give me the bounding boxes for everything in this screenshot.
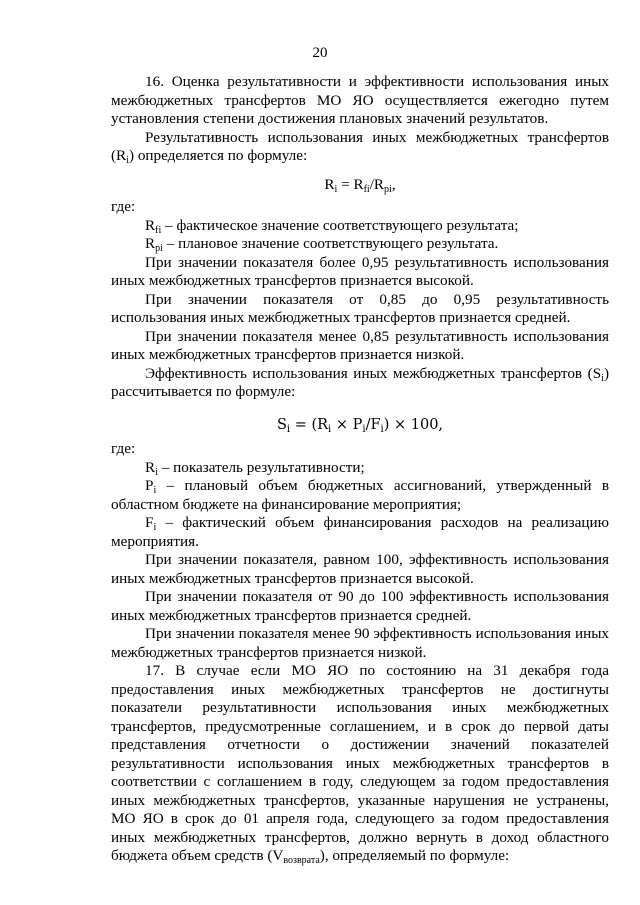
paragraph-16-intro: 16. Оценка результативности и эффективности использования иных межбюджетных трансфертов МО ЯО осуществляется ежегодно путем установления степени достижения плановых значений результатов. <box>111 73 609 127</box>
paragraph-result-low: При значении показателя менее 0,85 результативность использования иных межбюджетных трансфертов признается низкой. <box>111 327 609 363</box>
formula-efficiency: $S_i = (R_i \times P_i/F_i) \times 100$, <box>276 416 444 435</box>
definition-rfi: $R_{fi}$ – фактическое значение соответствующего результата; <box>145 216 519 236</box>
definition-pi: $P_i$ – плановый объем бюджетных ассигнований, утвержденный в областном бюджете на финансирование мероприятия; <box>111 477 609 513</box>
paragraph-efficiency-high: При значении показателя, равном 100, эффективность использования иных межбюджетных трансфертов признается высокой. <box>111 551 609 587</box>
paragraph-17: 17. В случае если МО ЯО по состоянию на 31 декабря года предоставления иных межбюджетных трансфертов не достигнуты показатели результативности использования иных межбюджетных трансфертов, предусмотренные соглашением, и в срок до первой даты представления отчетности о достижении значений показателей результативности использования иных межбюджетных трансфертов в соответствии с соглашением в году, следующем за годом предоставления иных межбюджетных трансфертов, указанные нарушения не устранены, МО ЯО в срок до 01 апреля года, следующего за годом предоставления иных межбюджетных трансфертов, должно вернуть в доход областного бюджета объем средств $(V_{возврата})$, определяемый по формуле: <box>111 662 609 866</box>
formula-effectiveness-ratio: $R_i = R_{fi}/R_{pi}$, <box>324 175 396 195</box>
where-label-1: где: <box>111 198 136 215</box>
document-body <box>111 73 609 866</box>
paragraph-result-high: При значении показателя более 0,95 результативность использования иных межбюджетных трансфертов признается высокой. <box>111 253 609 289</box>
paragraph-result-mid: При значении показателя от 0,85 до 0,95 результативность использования иных межбюджетных трансфертов признается средней. <box>111 290 609 326</box>
paragraph-efficiency-low: При значении показателя менее 90 эффективность использования иных межбюджетных трансфертов признается низкой. <box>111 625 609 661</box>
definition-rpi: $R_{pi}$ – плановое значение соответствующего результата. <box>145 235 499 254</box>
definition-fi: $F_i$ – фактический объем финансирования расходов на реализацию мероприятия. <box>111 514 609 550</box>
paragraph-efficiency-mid: При значении показателя от 90 до 100 эффективность использования иных межбюджетных трансфертов признается средней. <box>111 588 609 624</box>
paragraph-s-definition: Эффективность использования иных межбюджетных трансфертов $(S_i)$ рассчитывается по формуле: <box>111 364 609 400</box>
paragraph-r-definition: Результативность использования иных межбюджетных трансфертов $(R_i)$ определяется по формуле: <box>111 128 609 166</box>
where-label-2: где: <box>111 440 136 457</box>
page-number: 20 <box>312 45 328 61</box>
definition-ri: $R_i$ – показатель результативности; <box>145 458 365 478</box>
